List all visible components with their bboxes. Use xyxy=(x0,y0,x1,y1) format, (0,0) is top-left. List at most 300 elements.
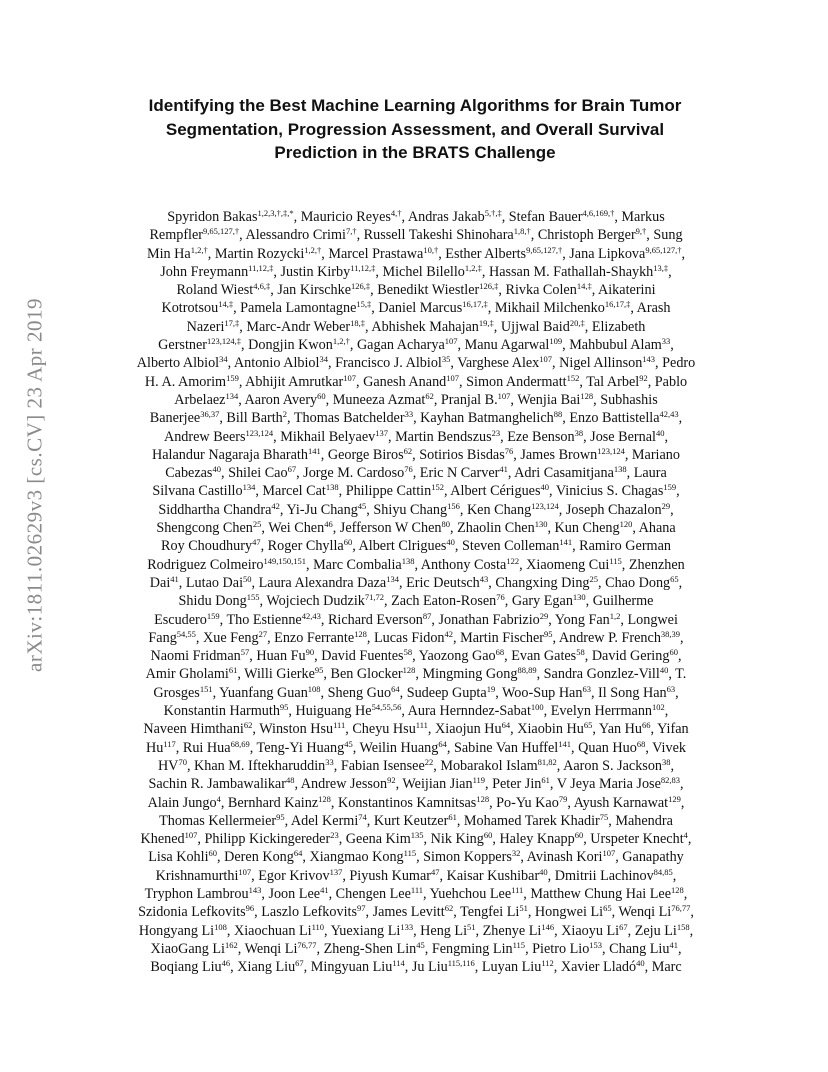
author-name: Silvana Castillo xyxy=(152,483,243,500)
affiliation-marker: 61 xyxy=(228,665,238,676)
affiliation-marker: 17,‡ xyxy=(224,317,240,328)
affiliation-marker: 64 xyxy=(438,738,447,749)
author-name: , Russell Takeshi Shinohara xyxy=(356,227,514,244)
affiliation-marker: 100 xyxy=(530,702,544,713)
author-name: , xyxy=(683,885,688,902)
affiliation-marker: 76 xyxy=(504,445,514,456)
author-name: , Winston Hsu xyxy=(252,721,334,738)
affiliation-marker: 128 xyxy=(318,793,331,804)
affiliation-marker: 115 xyxy=(609,555,622,566)
author-name: , Changxing Ding xyxy=(488,574,590,591)
affiliation-marker: 60 xyxy=(317,390,326,401)
affiliation-marker: 1,2,† xyxy=(332,336,350,347)
affiliation-marker: 128 xyxy=(402,665,416,676)
author-name: Cabezas xyxy=(165,465,213,482)
affiliation-marker: 46 xyxy=(324,519,333,530)
paper-title xyxy=(100,94,730,165)
affiliation-marker: 51 xyxy=(467,921,476,932)
affiliation-marker: 40 xyxy=(636,958,645,969)
affiliation-marker: 25 xyxy=(252,519,262,530)
author-name: , Sung xyxy=(646,227,683,244)
affiliation-marker: 38,39 xyxy=(660,628,681,639)
author-line xyxy=(96,848,736,866)
arxiv-identifier: arXiv:1811.02629v3 [cs.CV] 23 Apr 2019 xyxy=(22,297,47,673)
author-name: , Yan Hu xyxy=(592,721,642,738)
author-name: , Varghese Alex xyxy=(450,355,540,372)
author-name: , Pamela Lamontagne xyxy=(233,300,357,317)
affiliation-marker: 120 xyxy=(619,519,633,530)
affiliation-marker: 62 xyxy=(425,390,434,401)
affiliation-marker: 159 xyxy=(206,610,220,621)
affiliation-marker: 152 xyxy=(431,482,444,493)
author-name: , Pedro xyxy=(655,355,696,372)
author-name: Grosges xyxy=(153,684,200,701)
author-name: , James Brown xyxy=(513,446,598,463)
author-name: , Joseph Chazalon xyxy=(558,501,662,518)
author-name: , Mobarakol Islam xyxy=(433,757,538,774)
author-name: , Xiaojun Hu xyxy=(427,721,502,738)
affiliation-marker: 81,82 xyxy=(537,756,557,767)
affiliation-marker: 63 xyxy=(666,683,676,694)
author-name: , Albert Cérigues xyxy=(443,483,541,500)
author-name: , Esther Alberts xyxy=(438,245,527,262)
affiliation-marker: 41 xyxy=(499,464,508,475)
affiliation-marker: 45 xyxy=(344,738,353,749)
title-line: Identifying the Best Machine Learning Algorithms for Brain Tumor xyxy=(148,96,682,115)
author-name: , Quan Huo xyxy=(571,739,637,756)
author-list xyxy=(96,208,736,976)
author-name: , Teng-Yi Huang xyxy=(249,739,345,756)
affiliation-marker: 76 xyxy=(404,464,413,475)
affiliation-marker: 10,† xyxy=(423,244,439,255)
affiliation-marker: 138 xyxy=(325,482,339,493)
affiliation-marker: 22 xyxy=(424,756,434,767)
affiliation-marker: 45 xyxy=(416,939,425,950)
affiliation-marker: 47 xyxy=(252,537,261,548)
author-name: , Egor Krivov xyxy=(251,867,330,884)
author-name: Escudero xyxy=(154,611,207,628)
affiliation-marker: 13,‡ xyxy=(653,262,669,273)
author-name: , Michel Bilello xyxy=(375,263,465,280)
author-name: , Haley Knapp xyxy=(492,831,575,848)
affiliation-marker: 110 xyxy=(311,921,324,932)
author-name: , Xavier Lladó xyxy=(553,959,637,976)
affiliation-marker: 90 xyxy=(305,647,315,658)
author-name: , Jefferson W Chen xyxy=(332,520,442,537)
author-line xyxy=(96,556,736,574)
affiliation-marker: 76 xyxy=(496,592,505,603)
author-name: Lisa Kohli xyxy=(148,849,209,866)
author-name: Nazeri xyxy=(186,318,225,335)
author-name: , Christoph Berger xyxy=(530,227,636,244)
affiliation-marker: 33 xyxy=(404,409,414,420)
affiliation-marker: 9,† xyxy=(635,226,647,237)
author-line xyxy=(96,446,736,464)
author-name: , Longwei xyxy=(620,611,678,628)
author-name: , Richard Everson xyxy=(320,611,423,628)
author-line xyxy=(96,940,736,958)
author-name: Roland Wiest xyxy=(176,282,254,299)
author-name: , Enzo Battistella xyxy=(562,410,660,427)
affiliation-marker: 123,124 xyxy=(245,427,274,438)
affiliation-marker: 46 xyxy=(221,958,231,969)
author-name: Andrew Beers xyxy=(163,428,246,445)
author-line xyxy=(96,281,736,299)
author-name: Arbelaez xyxy=(174,391,226,408)
affiliation-marker: 54,55 xyxy=(176,628,196,639)
affiliation-marker: 14,‡ xyxy=(576,281,592,292)
author-name: , Kaisar Kushibar xyxy=(439,867,540,884)
author-name: , Wenqi Li xyxy=(611,904,672,921)
affiliation-marker: 137 xyxy=(375,427,388,438)
author-name: , Joon Lee xyxy=(261,885,321,902)
author-name: Banerjee xyxy=(149,410,201,427)
author-name: Rempfler xyxy=(149,227,204,244)
author-name: , xyxy=(670,501,674,518)
author-name: Hu xyxy=(146,739,164,756)
affiliation-marker: 123,124 xyxy=(531,500,559,511)
affiliation-marker: 60 xyxy=(343,537,353,548)
affiliation-marker: 11,12,‡ xyxy=(248,262,274,273)
affiliation-marker: 4 xyxy=(216,793,221,804)
author-line xyxy=(96,501,736,519)
affiliation-marker: 88,89 xyxy=(517,665,537,676)
author-name: , Pablo xyxy=(647,373,688,390)
author-name: Fang xyxy=(148,629,177,646)
affiliation-marker: 32 xyxy=(511,848,521,859)
affiliation-marker: 95 xyxy=(544,628,553,639)
author-name: , Xue Feng xyxy=(195,629,259,646)
affiliation-marker: 4,6,169,† xyxy=(582,208,615,218)
author-name: Konstantin Harmuth xyxy=(163,703,280,720)
author-name: , Aikaterini xyxy=(591,282,656,299)
author-name: Alberto Albiol xyxy=(136,355,220,372)
author-name: , Andrew P. French xyxy=(552,629,661,646)
author-line xyxy=(96,482,736,500)
author-name: , Martin Bendszus xyxy=(387,428,492,445)
author-line xyxy=(96,592,736,610)
affiliation-marker: 65 xyxy=(583,720,593,731)
author-name: , Geena Kim xyxy=(338,831,411,848)
author-name: , Andras Jakab xyxy=(401,209,485,225)
author-name: , Alessandro Crimi xyxy=(239,227,346,244)
affiliation-marker: 1,2,† xyxy=(304,244,322,255)
affiliation-marker: 107 xyxy=(343,372,357,383)
affiliation-marker: 156 xyxy=(447,500,460,511)
author-name: , Zeju Li xyxy=(627,922,677,939)
author-name: , Gagan Acharya xyxy=(349,337,445,354)
author-name: , Ju Liu xyxy=(404,959,448,976)
author-name: , xyxy=(680,794,685,811)
author-line xyxy=(96,391,736,409)
author-name: , xyxy=(675,684,679,701)
affiliation-marker: 67 xyxy=(287,464,297,475)
author-line xyxy=(96,794,736,812)
author-name: , Huiguang He xyxy=(288,703,372,720)
author-name: , Arash xyxy=(630,300,671,317)
affiliation-marker: 62 xyxy=(403,445,413,456)
affiliation-marker: 119 xyxy=(472,775,486,786)
author-line xyxy=(96,245,736,263)
affiliation-marker: 128 xyxy=(354,628,367,639)
affiliation-marker: 114 xyxy=(392,958,405,969)
author-name: , xyxy=(680,776,684,793)
affiliation-marker: 126,‡ xyxy=(479,281,499,292)
affiliation-marker: 162 xyxy=(224,939,238,950)
affiliation-marker: 40 xyxy=(539,866,548,877)
author-name: Roy Choudhury xyxy=(161,538,253,555)
affiliation-marker: 1,2,† xyxy=(190,244,208,255)
affiliation-marker: 153 xyxy=(589,939,603,950)
author-line xyxy=(96,208,736,226)
author-name: , xyxy=(677,648,682,665)
author-name: , Justin Kirby xyxy=(273,263,351,280)
author-name: , Peter Jin xyxy=(485,776,542,793)
affiliation-marker: 152 xyxy=(566,372,580,383)
author-name: , Konstantinos Kamnitsas xyxy=(330,794,477,811)
affiliation-marker: 159 xyxy=(226,372,239,383)
author-name: , Mohamed Tarek Khadir xyxy=(456,812,600,829)
author-line xyxy=(96,922,736,940)
author-name: , Rivka Colen xyxy=(498,282,577,299)
author-line xyxy=(96,812,736,830)
author-line xyxy=(96,684,736,702)
affiliation-marker: 128 xyxy=(476,793,490,804)
author-name: Siddhartha Chandra xyxy=(158,501,272,518)
author-line xyxy=(96,958,736,976)
author-name: , Stefan Bauer xyxy=(501,209,583,225)
author-name: , Evelyn Herrmann xyxy=(543,703,653,720)
author-name: , Dmitrii Lachinov xyxy=(547,867,654,884)
author-name: Thomas Kellermeier xyxy=(159,812,277,829)
author-name: , Nigel Allinson xyxy=(552,355,643,372)
author-name: , Ujjwal Baid xyxy=(493,318,570,335)
affiliation-marker: 1,2,3,†,‡,* xyxy=(257,208,294,218)
author-name: , David Fuentes xyxy=(314,648,404,665)
affiliation-marker: 16,17,‡ xyxy=(462,299,488,310)
author-name: , Laszlo Lefkovits xyxy=(254,904,357,921)
affiliation-marker: 66 xyxy=(642,720,651,731)
author-name: Naveen Himthani xyxy=(143,721,244,738)
author-name: , Deren Kong xyxy=(217,849,294,866)
author-line xyxy=(96,537,736,555)
author-name: , Mikhail Milchenko xyxy=(487,300,605,317)
affiliation-marker: 29 xyxy=(539,610,549,621)
affiliation-marker: 58 xyxy=(403,647,413,658)
affiliation-marker: 107 xyxy=(444,336,458,347)
author-name: , xyxy=(678,410,683,427)
author-name: , Francisco J. Albiol xyxy=(327,355,442,372)
author-name: , V Jeya Maria Jose xyxy=(549,776,661,793)
author-name: , Jose Bernal xyxy=(583,428,656,445)
author-name: , Marc xyxy=(644,959,682,976)
affiliation-marker: 19,‡ xyxy=(478,317,494,328)
author-name: , Zhenye Li xyxy=(475,922,542,939)
author-name: , Tal Arbel xyxy=(579,373,640,390)
author-line xyxy=(96,263,736,281)
author-name: , Gary Egan xyxy=(504,593,573,610)
affiliation-marker: 68,69 xyxy=(230,738,250,749)
author-name: , Sudeep Gupta xyxy=(399,684,487,701)
author-name: Dai xyxy=(149,574,171,591)
affiliation-marker: 128 xyxy=(580,390,594,401)
author-name: , Tengfei Li xyxy=(453,904,520,921)
affiliation-marker: 18,‡ xyxy=(350,317,366,328)
affiliation-marker: 133 xyxy=(400,921,414,932)
author-name: Shengcong Chen xyxy=(156,520,253,537)
author-name: , David Gering xyxy=(584,648,670,665)
affiliation-marker: 16,17,‡ xyxy=(604,299,631,310)
affiliation-marker: 108 xyxy=(307,683,321,694)
author-name: , Weijian Jian xyxy=(395,776,473,793)
affiliation-marker: 76,77 xyxy=(297,939,317,950)
author-name: , xyxy=(668,263,672,280)
author-line xyxy=(96,299,736,317)
affiliation-marker: 97 xyxy=(356,903,366,914)
affiliation-marker: 64 xyxy=(501,720,511,731)
author-name: , Yuehchou Lee xyxy=(423,885,512,902)
author-name: , Marcel Prastawa xyxy=(321,245,424,262)
author-name: , Hassan M. Fathallah-Shaykh xyxy=(481,263,654,280)
affiliation-marker: 4 xyxy=(683,830,688,841)
author-name: , James Levitt xyxy=(365,904,445,921)
affiliation-marker: 107 xyxy=(539,354,553,365)
author-name: , Wojciech Dudzik xyxy=(259,593,365,610)
author-name: Halandur Nagaraja Bharath xyxy=(151,446,308,463)
author-name: , Vinicius S. Chagas xyxy=(549,483,664,500)
affiliation-marker: 33 xyxy=(661,336,671,347)
author-name: , Jana Lipkova xyxy=(562,245,646,262)
affiliation-marker: 25 xyxy=(589,573,599,584)
affiliation-marker: 42,43 xyxy=(301,610,321,621)
affiliation-marker: 42 xyxy=(271,500,280,511)
author-line xyxy=(96,318,736,336)
author-line xyxy=(96,574,736,592)
affiliation-marker: 143 xyxy=(642,354,656,365)
author-name: H. A. Amorim xyxy=(144,373,227,390)
affiliation-marker: 95 xyxy=(314,665,324,676)
affiliation-marker: 40 xyxy=(540,482,550,493)
author-name: , xyxy=(670,337,674,354)
affiliation-marker: 112 xyxy=(541,958,554,969)
author-name: , Guilherme xyxy=(585,593,654,610)
author-name: , Manu Agarwal xyxy=(457,337,550,354)
author-name: , Mahendra xyxy=(608,812,673,829)
author-name: , Rui Hua xyxy=(175,739,231,756)
affiliation-marker: 141 xyxy=(558,738,572,749)
author-name: , Sotirios Bisdas xyxy=(412,446,505,463)
author-name: , xyxy=(664,703,669,720)
author-name: , Ahana xyxy=(632,520,676,537)
author-name: , Jan Kirschke xyxy=(270,282,352,299)
affiliation-marker: 117 xyxy=(163,738,176,749)
author-name: , Dongjin Kwon xyxy=(241,337,333,354)
author-name: , Vivek xyxy=(645,739,686,756)
affiliation-marker: 134 xyxy=(225,390,239,401)
affiliation-marker: 1,8,† xyxy=(513,226,531,237)
author-name: , Shilei Cao xyxy=(220,465,288,482)
author-name: , George Biros xyxy=(320,446,404,463)
author-name: , Wenqi Li xyxy=(237,940,298,957)
affiliation-marker: 108 xyxy=(214,921,227,932)
author-name: , Zhenzhen xyxy=(621,556,685,573)
author-name: , Ken Chang xyxy=(459,501,532,518)
author-name: , Ramiro German xyxy=(572,538,671,555)
author-name: Alain Jungo xyxy=(147,794,217,811)
affiliation-marker: 74 xyxy=(358,811,367,822)
author-name: , Sheng Guo xyxy=(320,684,392,701)
author-line xyxy=(96,830,736,848)
affiliation-marker: 159 xyxy=(663,482,677,493)
affiliation-marker: 54,55,56 xyxy=(371,702,402,713)
affiliation-marker: 76,77 xyxy=(671,903,691,914)
affiliation-marker: 87 xyxy=(422,610,432,621)
author-name: , Elizabeth xyxy=(584,318,646,335)
author-name: , xyxy=(672,867,677,884)
author-name: Sachin R. Jambawalikar xyxy=(148,776,286,793)
affiliation-marker: 61 xyxy=(541,775,550,786)
affiliation-marker: 71,72 xyxy=(364,592,384,603)
author-name: , Ganesh Anand xyxy=(356,373,447,390)
author-line xyxy=(96,702,736,720)
affiliation-marker: 96 xyxy=(245,903,255,914)
affiliation-marker: 135 xyxy=(410,830,424,841)
affiliation-marker: 23 xyxy=(330,830,339,841)
author-name: Gerstner xyxy=(158,337,208,354)
author-name: , Ben Glocker xyxy=(323,666,403,683)
author-name: , Willi Gierke xyxy=(237,666,315,683)
author-name: , Adel Kermi xyxy=(284,812,359,829)
author-name: , Zach Eaton-Rosen xyxy=(383,593,497,610)
author-name: Naomi Fridman xyxy=(150,648,241,665)
author-name: , Laura Alexandra Daza xyxy=(251,574,387,591)
author-name: , xyxy=(689,922,694,939)
author-name: , Benedikt Wiestler xyxy=(370,282,480,299)
affiliation-marker: 65 xyxy=(603,903,612,914)
affiliation-marker: 38 xyxy=(662,756,671,767)
affiliation-marker: 70 xyxy=(178,756,187,767)
author-name: , xyxy=(676,483,680,500)
affiliation-marker: 60 xyxy=(208,848,218,859)
author-name: XiaoGang Li xyxy=(150,940,225,957)
affiliation-marker: 11,12,‡ xyxy=(350,262,376,273)
author-name: , Urspeter Knecht xyxy=(583,831,684,848)
affiliation-marker: 141 xyxy=(307,445,321,456)
author-name: Hongyang Li xyxy=(138,922,215,939)
affiliation-marker: 107 xyxy=(602,848,616,859)
author-name: , xyxy=(664,428,669,445)
author-name: Krishnamurthi xyxy=(155,867,239,884)
author-name: Kotrotsou xyxy=(161,300,219,317)
author-name: , Yong Fan xyxy=(548,611,610,628)
affiliation-marker: 111 xyxy=(511,884,524,895)
author-line xyxy=(96,373,736,391)
author-name: , Eric N Carver xyxy=(412,465,500,482)
author-name: , Chengen Lee xyxy=(328,885,411,902)
author-name: , Pranjal B. xyxy=(433,391,498,408)
affiliation-marker: 61 xyxy=(448,811,457,822)
affiliation-marker: 88 xyxy=(553,409,563,420)
affiliation-marker: 20,‡ xyxy=(569,317,585,328)
affiliation-marker: 123,124,‡ xyxy=(207,336,242,347)
author-line xyxy=(96,757,736,775)
affiliation-marker: 62 xyxy=(243,720,253,731)
author-name: , Tho Estienne xyxy=(219,611,302,628)
affiliation-marker: 122 xyxy=(506,555,520,566)
author-name: , Bernhard Kainz xyxy=(220,794,319,811)
affiliation-marker: 146 xyxy=(541,921,555,932)
affiliation-marker: 33 xyxy=(325,756,334,767)
